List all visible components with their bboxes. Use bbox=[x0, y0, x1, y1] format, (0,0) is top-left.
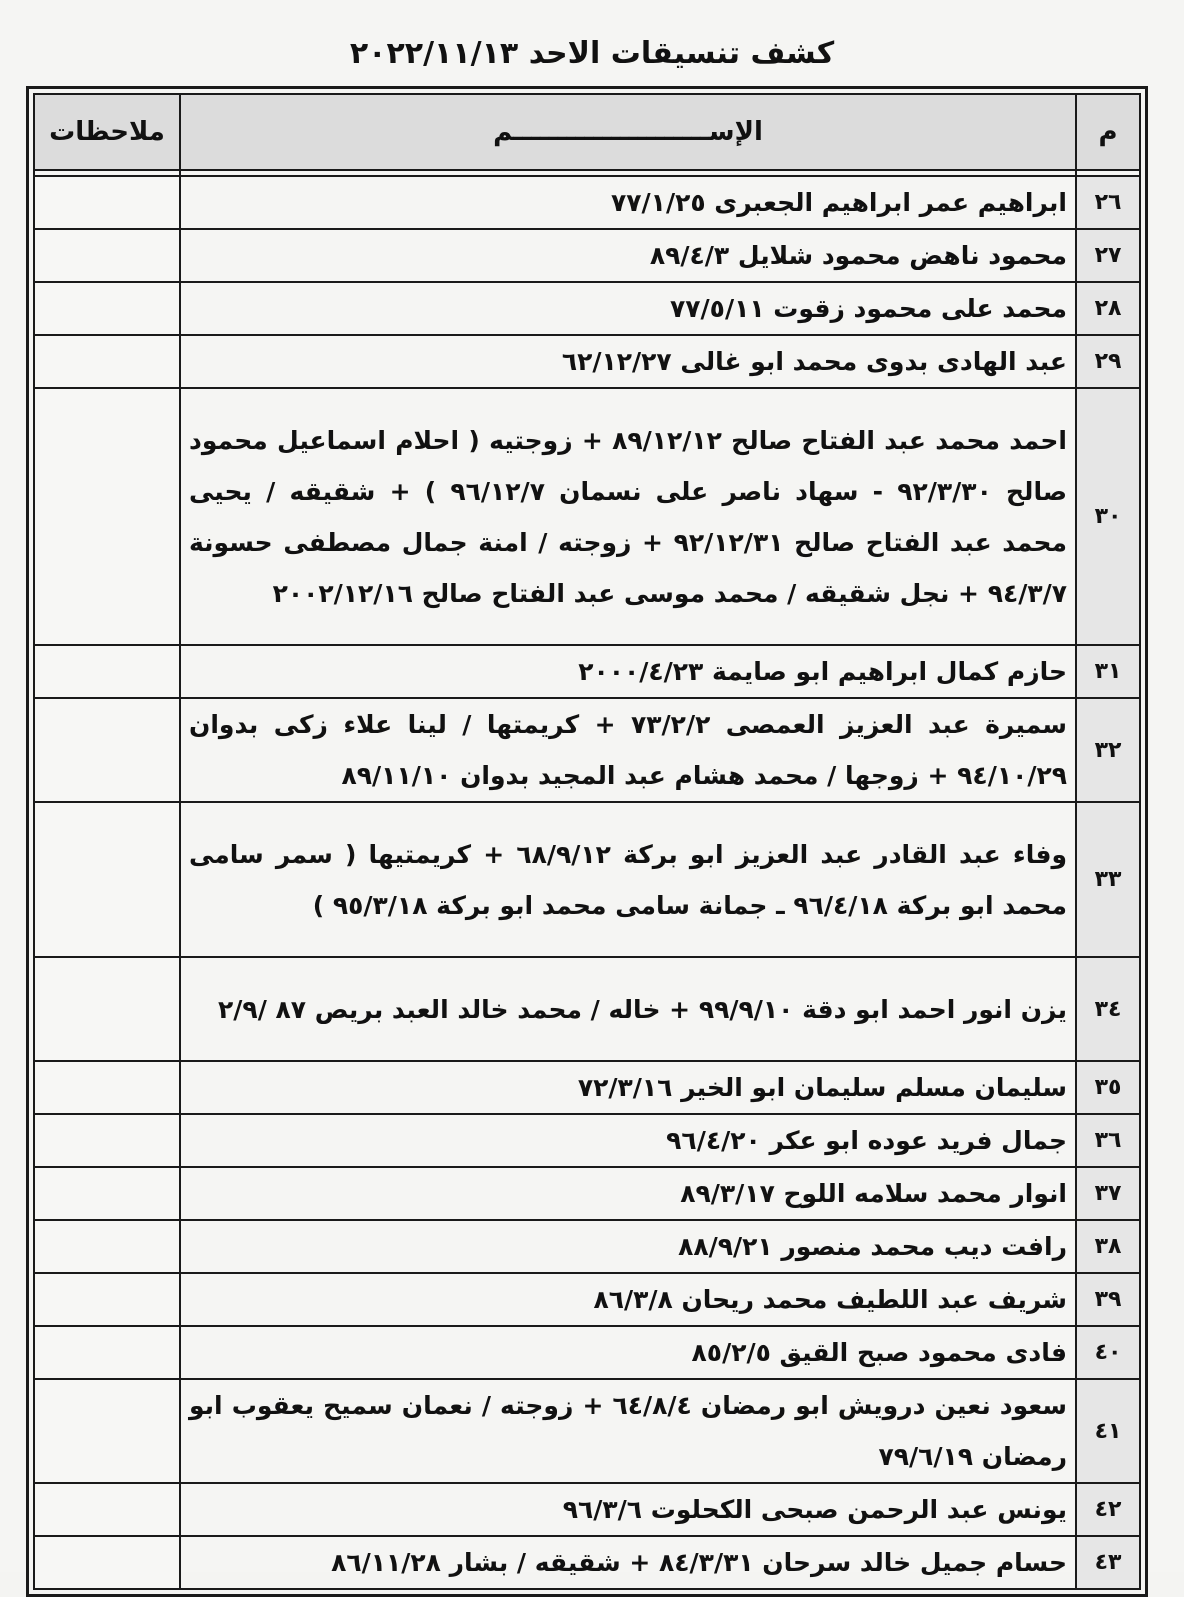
row-number: ٤٠ bbox=[1076, 1326, 1140, 1379]
row-number: ٣٧ bbox=[1076, 1167, 1140, 1220]
row-name: انوار محمد سلامه اللوح ٨٩/٣/١٧ bbox=[180, 1167, 1076, 1220]
row-notes bbox=[34, 1536, 180, 1589]
names-table bbox=[33, 93, 1141, 1590]
row-notes bbox=[34, 388, 180, 645]
row-notes bbox=[34, 645, 180, 698]
row-name: محمد على محمود زقوت ٧٧/٥/١١ bbox=[180, 282, 1076, 335]
row-notes bbox=[34, 282, 180, 335]
table-row bbox=[34, 282, 1140, 335]
table-row bbox=[34, 335, 1140, 388]
table-row bbox=[34, 176, 1140, 229]
table-row bbox=[34, 388, 1140, 645]
row-number: ٢٩ bbox=[1076, 335, 1140, 388]
table-row bbox=[34, 1167, 1140, 1220]
row-notes bbox=[34, 1326, 180, 1379]
row-number: ٣٨ bbox=[1076, 1220, 1140, 1273]
table-body bbox=[34, 170, 1140, 1589]
row-number: ٣٠ bbox=[1076, 388, 1140, 645]
row-number: ٣٢ bbox=[1076, 698, 1140, 802]
row-name: جمال فريد عوده ابو عكر ٩٦/٤/٢٠ bbox=[180, 1114, 1076, 1167]
row-name: ابراهيم عمر ابراهيم الجعبرى ٧٧/١/٢٥ bbox=[180, 176, 1076, 229]
row-name: فادى محمود صبح القيق ٨٥/٢/٥ bbox=[180, 1326, 1076, 1379]
row-number: ٢٨ bbox=[1076, 282, 1140, 335]
row-number: ٣١ bbox=[1076, 645, 1140, 698]
row-name: يونس عبد الرحمن صبحى الكحلوت ٩٦/٣/٦ bbox=[180, 1483, 1076, 1536]
row-notes bbox=[34, 335, 180, 388]
row-number: ٢٧ bbox=[1076, 229, 1140, 282]
row-number: ٣٤ bbox=[1076, 957, 1140, 1061]
table-row bbox=[34, 957, 1140, 1061]
row-notes bbox=[34, 1061, 180, 1114]
row-number: ٤٢ bbox=[1076, 1483, 1140, 1536]
row-notes bbox=[34, 957, 180, 1061]
row-number: ٤٣ bbox=[1076, 1536, 1140, 1589]
row-number: ٤١ bbox=[1076, 1379, 1140, 1483]
row-notes bbox=[34, 1379, 180, 1483]
header-notes: ملاحظات bbox=[34, 94, 180, 170]
row-name: سعود نعين درويش ابو رمضان ٦٤/٨/٤ + زوجته / نعمان سميح يعقوب ابو رمضان ٧٩/٦/١٩ bbox=[180, 1379, 1076, 1483]
row-notes bbox=[34, 1220, 180, 1273]
row-name: حازم كمال ابراهيم ابو صايمة ٢٠٠٠/٤/٢٣ bbox=[180, 645, 1076, 698]
table-row bbox=[34, 1326, 1140, 1379]
table-row bbox=[34, 1273, 1140, 1326]
table-frame bbox=[26, 86, 1148, 1597]
row-notes bbox=[34, 802, 180, 957]
row-name: محمود ناهض محمود شلايل ٨٩/٤/٣ bbox=[180, 229, 1076, 282]
row-notes bbox=[34, 229, 180, 282]
table-row bbox=[34, 1483, 1140, 1536]
table-row bbox=[34, 1220, 1140, 1273]
row-name: سميرة عبد العزيز العمصى ٧٣/٢/٢ + كريمتها / لينا علاء زكى بدوان ٩٤/١٠/٢٩ + زوجها / محمد هشام عبد المجيد بدوان ٨٩/١١/١٠ bbox=[180, 698, 1076, 802]
table-row bbox=[34, 802, 1140, 957]
row-number: ٣٣ bbox=[1076, 802, 1140, 957]
row-notes bbox=[34, 176, 180, 229]
row-notes bbox=[34, 698, 180, 802]
table-row bbox=[34, 1536, 1140, 1589]
row-name: حسام جميل خالد سرحان ٨٤/٣/٣١ + شقيقه / بشار ٨٦/١١/٢٨ bbox=[180, 1536, 1076, 1589]
table-row bbox=[34, 1061, 1140, 1114]
table-row bbox=[34, 645, 1140, 698]
row-number: ٣٥ bbox=[1076, 1061, 1140, 1114]
row-notes bbox=[34, 1483, 180, 1536]
row-number: ٣٦ bbox=[1076, 1114, 1140, 1167]
row-number: ٢٦ bbox=[1076, 176, 1140, 229]
row-name: وفاء عبد القادر عبد العزيز ابو بركة ٦٨/٩/١٢ + كريمتيها ( سمر سامى محمد ابو بركة ٩٦/٤/١٨ ـ جمانة سامى محمد ابو بركة ٩٥/٣/١٨ ) bbox=[180, 802, 1076, 957]
row-name: رافت ديب محمد منصور ٨٨/٩/٢١ bbox=[180, 1220, 1076, 1273]
row-name: عبد الهادى بدوى محمد ابو غالى ٦٢/١٢/٢٧ bbox=[180, 335, 1076, 388]
row-notes bbox=[34, 1167, 180, 1220]
row-name: شريف عبد اللطيف محمد ريحان ٨٦/٣/٨ bbox=[180, 1273, 1076, 1326]
table-header-row bbox=[34, 94, 1140, 170]
header-number: م bbox=[1076, 94, 1140, 170]
row-notes bbox=[34, 1273, 180, 1326]
row-notes bbox=[34, 1114, 180, 1167]
table-row bbox=[34, 229, 1140, 282]
row-name: سليمان مسلم سليمان ابو الخير ٧٢/٣/١٦ bbox=[180, 1061, 1076, 1114]
table-row bbox=[34, 1379, 1140, 1483]
row-number: ٣٩ bbox=[1076, 1273, 1140, 1326]
table-row bbox=[34, 1114, 1140, 1167]
header-name: الإســــــــــــــــــــــم bbox=[180, 94, 1076, 170]
row-name: احمد محمد عبد الفتاح صالح ٨٩/١٢/١٢ + زوجتيه ( احلام اسماعيل محمود صالح ٩٢/٣/٣٠ - سهاد ناصر على نسمان ٩٦/١٢/٧ ) + شقيقه / يحيى محمد عبد الفتاح صالح ٩٢/١٢/٣١ + زوجته / امنة جمال مصطفى حسونة ٩٤/٣/٧ + نجل شقيقه / محمد موسى عبد الفتاح صالح ٢٠٠٢/١٢/١٦ bbox=[180, 388, 1076, 645]
table-row bbox=[34, 698, 1140, 802]
row-name: يزن انور احمد ابو دقة ٩٩/٩/١٠ + خاله / محمد خالد العبد بريص ٨٧ /٢/٩ bbox=[180, 957, 1076, 1061]
document-title: كشف تنسيقات الاحد ٢٠٢٢/١١/١٣ bbox=[349, 36, 835, 71]
